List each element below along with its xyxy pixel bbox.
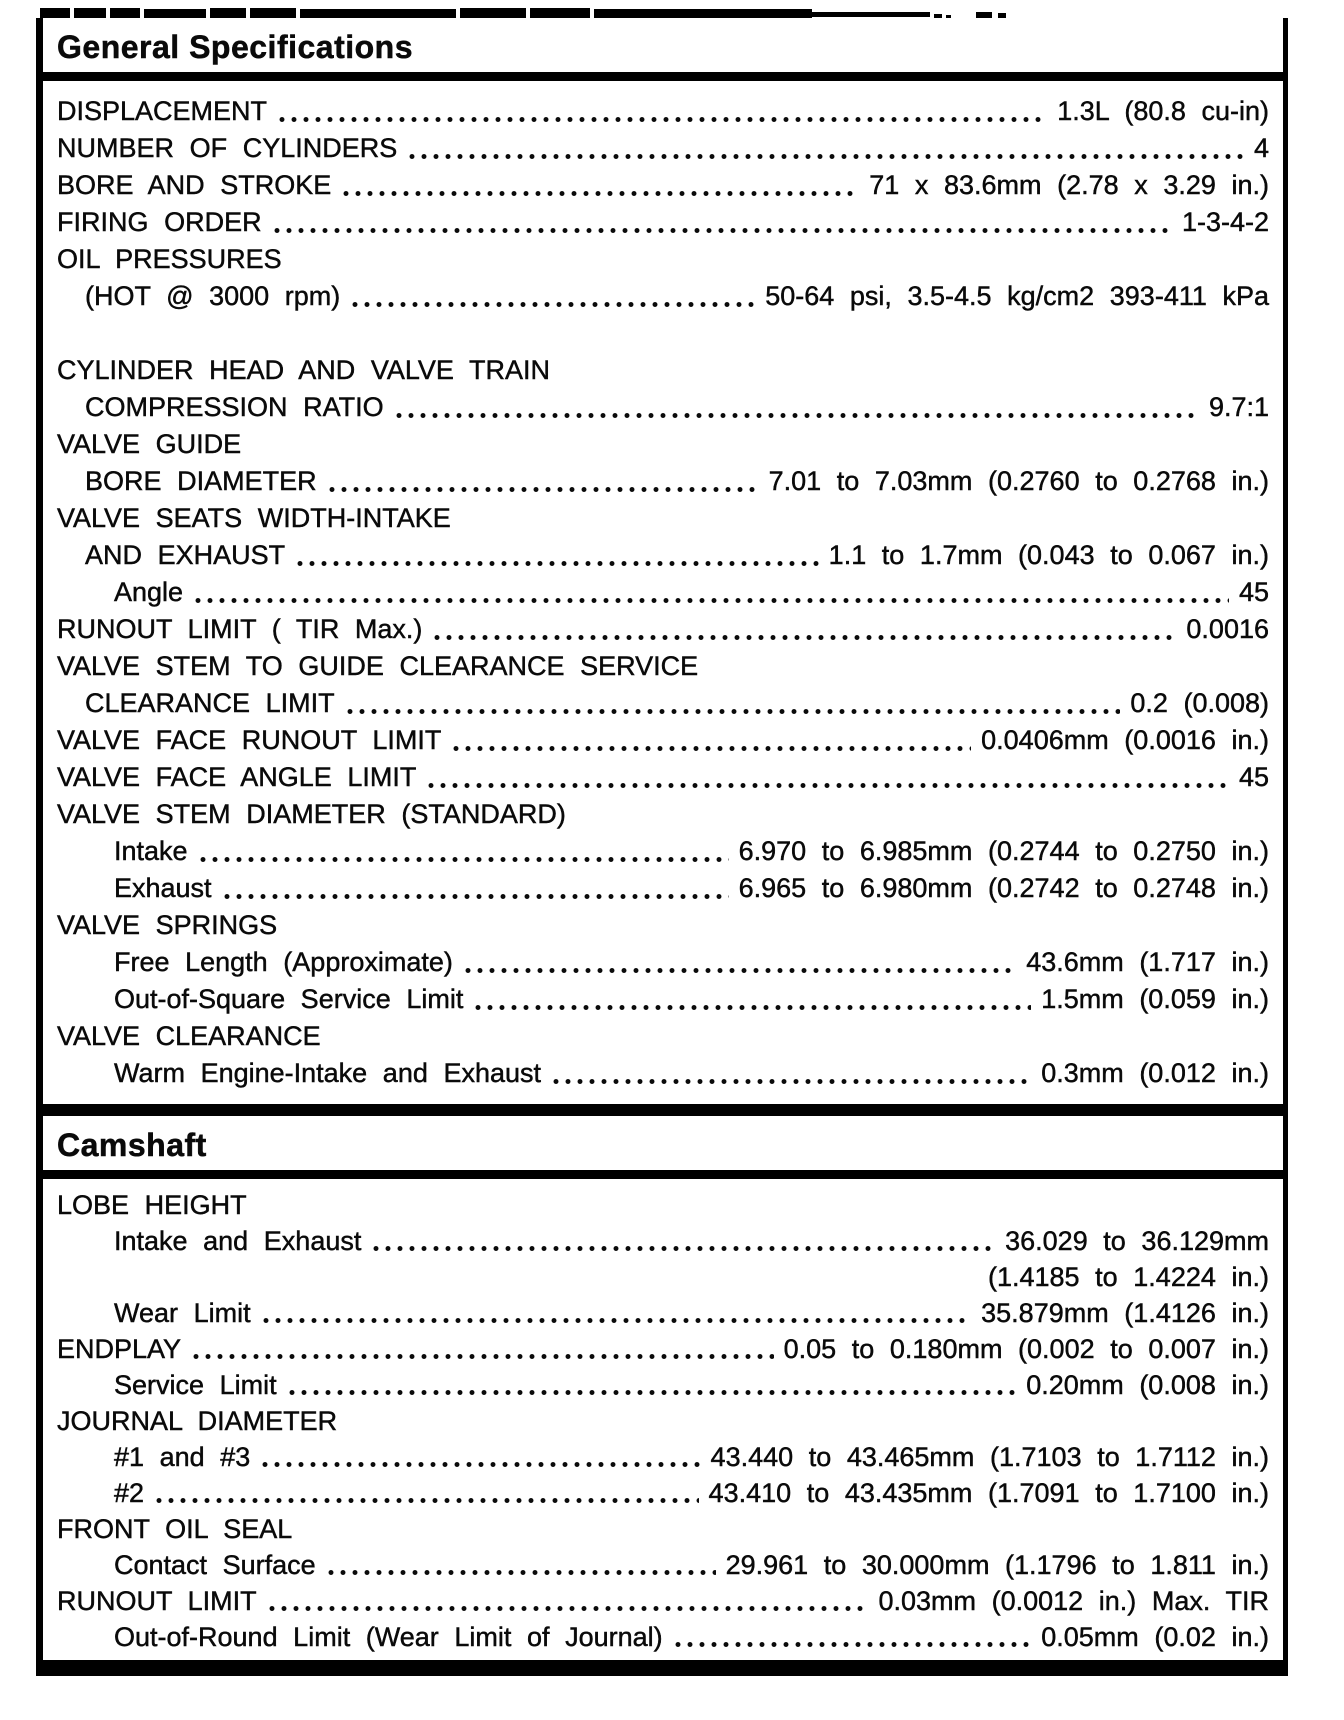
spec-label: RUNOUT LIMIT	[57, 1586, 257, 1616]
spec-table	[36, 18, 1288, 1676]
spec-value: 1.3L (80.8 cu-in)	[1057, 96, 1269, 126]
spec-label: VALVE SPRINGS	[57, 910, 278, 940]
spec-value: 45	[1238, 762, 1269, 792]
spec-value: 29.961 to 30.000mm (1.1796 to 1.811 in.)	[725, 1550, 1269, 1580]
dotted-leader	[269, 1605, 869, 1612]
spec-row	[57, 944, 1269, 981]
spec-value: 45	[1238, 577, 1269, 607]
spec-label: Out-of-Square Service Limit	[114, 984, 464, 1014]
spec-row	[57, 426, 1269, 463]
spec-row	[57, 1547, 1269, 1583]
spacer-row	[57, 315, 1269, 352]
dotted-leader	[428, 782, 1229, 789]
spec-row	[57, 1018, 1269, 1055]
spec-label: OIL PRESSURES	[57, 244, 282, 274]
spec-label: LOBE HEIGHT	[57, 1190, 247, 1220]
spec-label: BORE DIAMETER	[85, 466, 317, 496]
spec-label: (HOT @ 3000 rpm)	[85, 281, 341, 311]
spec-label: Exhaust	[114, 873, 212, 903]
spec-row	[57, 870, 1269, 907]
spec-label: CYLINDER HEAD AND VALVE TRAIN	[57, 355, 551, 385]
spec-value: 4	[1253, 133, 1269, 163]
spec-row	[57, 574, 1269, 611]
spec-label: Free Length (Approximate)	[114, 947, 453, 977]
dotted-leader	[289, 1389, 1017, 1396]
dotted-leader	[352, 301, 755, 308]
spec-value: 71 x 83.6mm (2.78 x 3.29 in.)	[869, 170, 1269, 200]
spec-row	[57, 722, 1269, 759]
dotted-leader	[343, 190, 859, 197]
spec-value: 0.3mm (0.012 in.)	[1041, 1058, 1269, 1088]
spec-label: FIRING ORDER	[57, 207, 262, 237]
dotted-leader	[200, 856, 729, 863]
section-header-camshaft	[43, 1116, 1283, 1170]
spec-label: VALVE SEATS WIDTH-INTAKE	[57, 503, 451, 533]
spec-row	[57, 907, 1269, 944]
spec-row	[57, 648, 1269, 685]
spec-value: 7.01 to 7.03mm (0.2760 to 0.2768 in.)	[768, 466, 1269, 496]
spec-value: 1.5mm (0.059 in.)	[1041, 984, 1269, 1014]
spec-value: 0.0406mm (0.0016 in.)	[981, 725, 1269, 755]
dotted-leader	[553, 1078, 1031, 1085]
dotted-leader	[329, 486, 759, 493]
header-divider	[43, 72, 1283, 81]
spec-value: 6.970 to 6.985mm (0.2744 to 0.2750 in.)	[738, 836, 1269, 866]
spec-row	[57, 1331, 1269, 1367]
spec-row	[57, 93, 1269, 130]
spec-value: 6.965 to 6.980mm (0.2742 to 0.2748 in.)	[738, 873, 1269, 903]
spec-label: COMPRESSION RATIO	[85, 392, 384, 422]
spec-value: 1.1 to 1.7mm (0.043 to 0.067 in.)	[828, 540, 1269, 570]
spec-label: Out-of-Round Limit (Wear Limit of Journal)	[114, 1622, 663, 1652]
spec-row	[57, 796, 1269, 833]
section-title: Camshaft	[57, 1127, 207, 1163]
spec-label: VALVE STEM TO GUIDE CLEARANCE SERVICE	[57, 651, 699, 681]
dotted-leader	[195, 597, 1229, 604]
spec-label: AND EXHAUST	[85, 540, 286, 570]
spec-label: Service Limit	[114, 1370, 277, 1400]
spec-value: 35.879mm (1.4126 in.)	[981, 1298, 1269, 1328]
spec-row	[57, 537, 1269, 574]
spec-row	[57, 1295, 1269, 1331]
dotted-leader	[373, 1245, 995, 1252]
spec-row	[57, 278, 1269, 315]
spec-row	[57, 1055, 1269, 1092]
dotted-leader	[475, 1004, 1031, 1011]
dotted-leader	[262, 1461, 700, 1468]
spec-row	[57, 685, 1269, 722]
spec-row	[57, 1439, 1269, 1475]
spec-value: 0.20mm (0.008 in.)	[1026, 1370, 1269, 1400]
spec-label: VALVE GUIDE	[57, 429, 242, 459]
spec-row	[57, 389, 1269, 426]
section-divider	[43, 1104, 1283, 1116]
spec-label: VALVE CLEARANCE	[57, 1021, 321, 1051]
spec-row	[57, 463, 1269, 500]
spec-value: 43.6mm (1.717 in.)	[1026, 947, 1269, 977]
dotted-leader	[347, 708, 1121, 715]
spec-row	[57, 833, 1269, 870]
spec-row	[57, 1475, 1269, 1511]
spec-row	[57, 130, 1269, 167]
spec-label: Angle	[114, 577, 184, 607]
spec-row	[57, 1403, 1269, 1439]
spec-row	[57, 1583, 1269, 1619]
spec-label: JOURNAL DIAMETER	[57, 1406, 338, 1436]
spec-row	[57, 1619, 1269, 1655]
spec-value: 9.7:1	[1208, 392, 1269, 422]
dotted-leader	[675, 1641, 1032, 1648]
spec-label: RUNOUT LIMIT ( TIR Max.)	[57, 614, 423, 644]
section-header-general-specifications	[43, 18, 1283, 72]
general-specifications-rows	[43, 81, 1283, 1104]
spec-value: 0.0016	[1186, 614, 1269, 644]
spec-value: 0.03mm (0.0012 in.) Max. TIR	[878, 1586, 1269, 1616]
spec-row	[57, 241, 1269, 278]
spec-label: VALVE STEM DIAMETER (STANDARD)	[57, 799, 566, 829]
spec-row	[57, 352, 1269, 389]
spec-row	[57, 759, 1269, 796]
spec-row	[57, 1511, 1269, 1547]
spec-row	[57, 204, 1269, 241]
spec-label: VALVE FACE ANGLE LIMIT	[57, 762, 417, 792]
spec-row	[57, 611, 1269, 648]
spec-value: 1-3-4-2	[1181, 207, 1269, 237]
section-title: General Specifications	[57, 29, 414, 65]
spec-label: BORE AND STROKE	[57, 170, 332, 200]
spec-label: FRONT OIL SEAL	[57, 1514, 293, 1544]
camshaft-rows	[43, 1179, 1283, 1661]
spec-label: Contact Surface	[114, 1550, 316, 1580]
spec-label: DISPLACEMENT	[57, 96, 268, 126]
spec-label: NUMBER OF CYLINDERS	[57, 133, 398, 163]
spec-label: ENDPLAY	[57, 1334, 182, 1364]
spec-label: CLEARANCE LIMIT	[85, 688, 335, 718]
spec-label: Wear Limit	[114, 1298, 251, 1328]
spec-label: Warm Engine-Intake and Exhaust	[114, 1058, 542, 1088]
spec-label: Intake and Exhaust	[114, 1226, 362, 1256]
spec-label: Intake	[114, 836, 188, 866]
spec-value: 0.05 to 0.180mm (0.002 to 0.007 in.)	[783, 1334, 1269, 1364]
dotted-leader	[297, 560, 819, 567]
spec-label: #1 and #3	[114, 1442, 251, 1472]
dotted-leader	[274, 227, 1172, 234]
dotted-leader	[328, 1569, 716, 1576]
spec-row	[57, 981, 1269, 1018]
dotted-leader	[396, 412, 1199, 419]
dotted-leader	[263, 1317, 972, 1324]
header-divider	[43, 1170, 1283, 1179]
spec-value: 36.029 to 36.129mm	[1005, 1226, 1269, 1256]
spec-label: VALVE FACE RUNOUT LIMIT	[57, 725, 442, 755]
dotted-leader	[434, 634, 1176, 641]
dotted-leader	[453, 745, 971, 752]
spec-row	[57, 1367, 1269, 1403]
spec-label: #2	[114, 1478, 145, 1508]
spec-value: 50-64 psi, 3.5-4.5 kg/cm2 393-411 kPa	[765, 281, 1269, 311]
spec-value: 43.440 to 43.465mm (1.7103 to 1.7112 in.)	[710, 1442, 1269, 1472]
dotted-leader	[279, 116, 1047, 123]
dotted-leader	[156, 1497, 699, 1504]
spec-value: (1.4185 to 1.4224 in.)	[988, 1262, 1269, 1292]
dotted-leader	[409, 153, 1244, 160]
dotted-leader	[193, 1353, 774, 1360]
dotted-leader	[465, 967, 1016, 974]
spec-row	[57, 500, 1269, 537]
spec-value: 43.410 to 43.435mm (1.7091 to 1.7100 in.)	[708, 1478, 1269, 1508]
spec-row	[57, 1187, 1269, 1223]
spec-row	[57, 1223, 1269, 1259]
spec-row	[57, 1259, 1269, 1295]
spec-row	[57, 167, 1269, 204]
spec-value: 0.2 (0.008)	[1130, 688, 1269, 718]
dotted-leader	[224, 893, 729, 900]
spec-value: 0.05mm (0.02 in.)	[1041, 1622, 1269, 1652]
